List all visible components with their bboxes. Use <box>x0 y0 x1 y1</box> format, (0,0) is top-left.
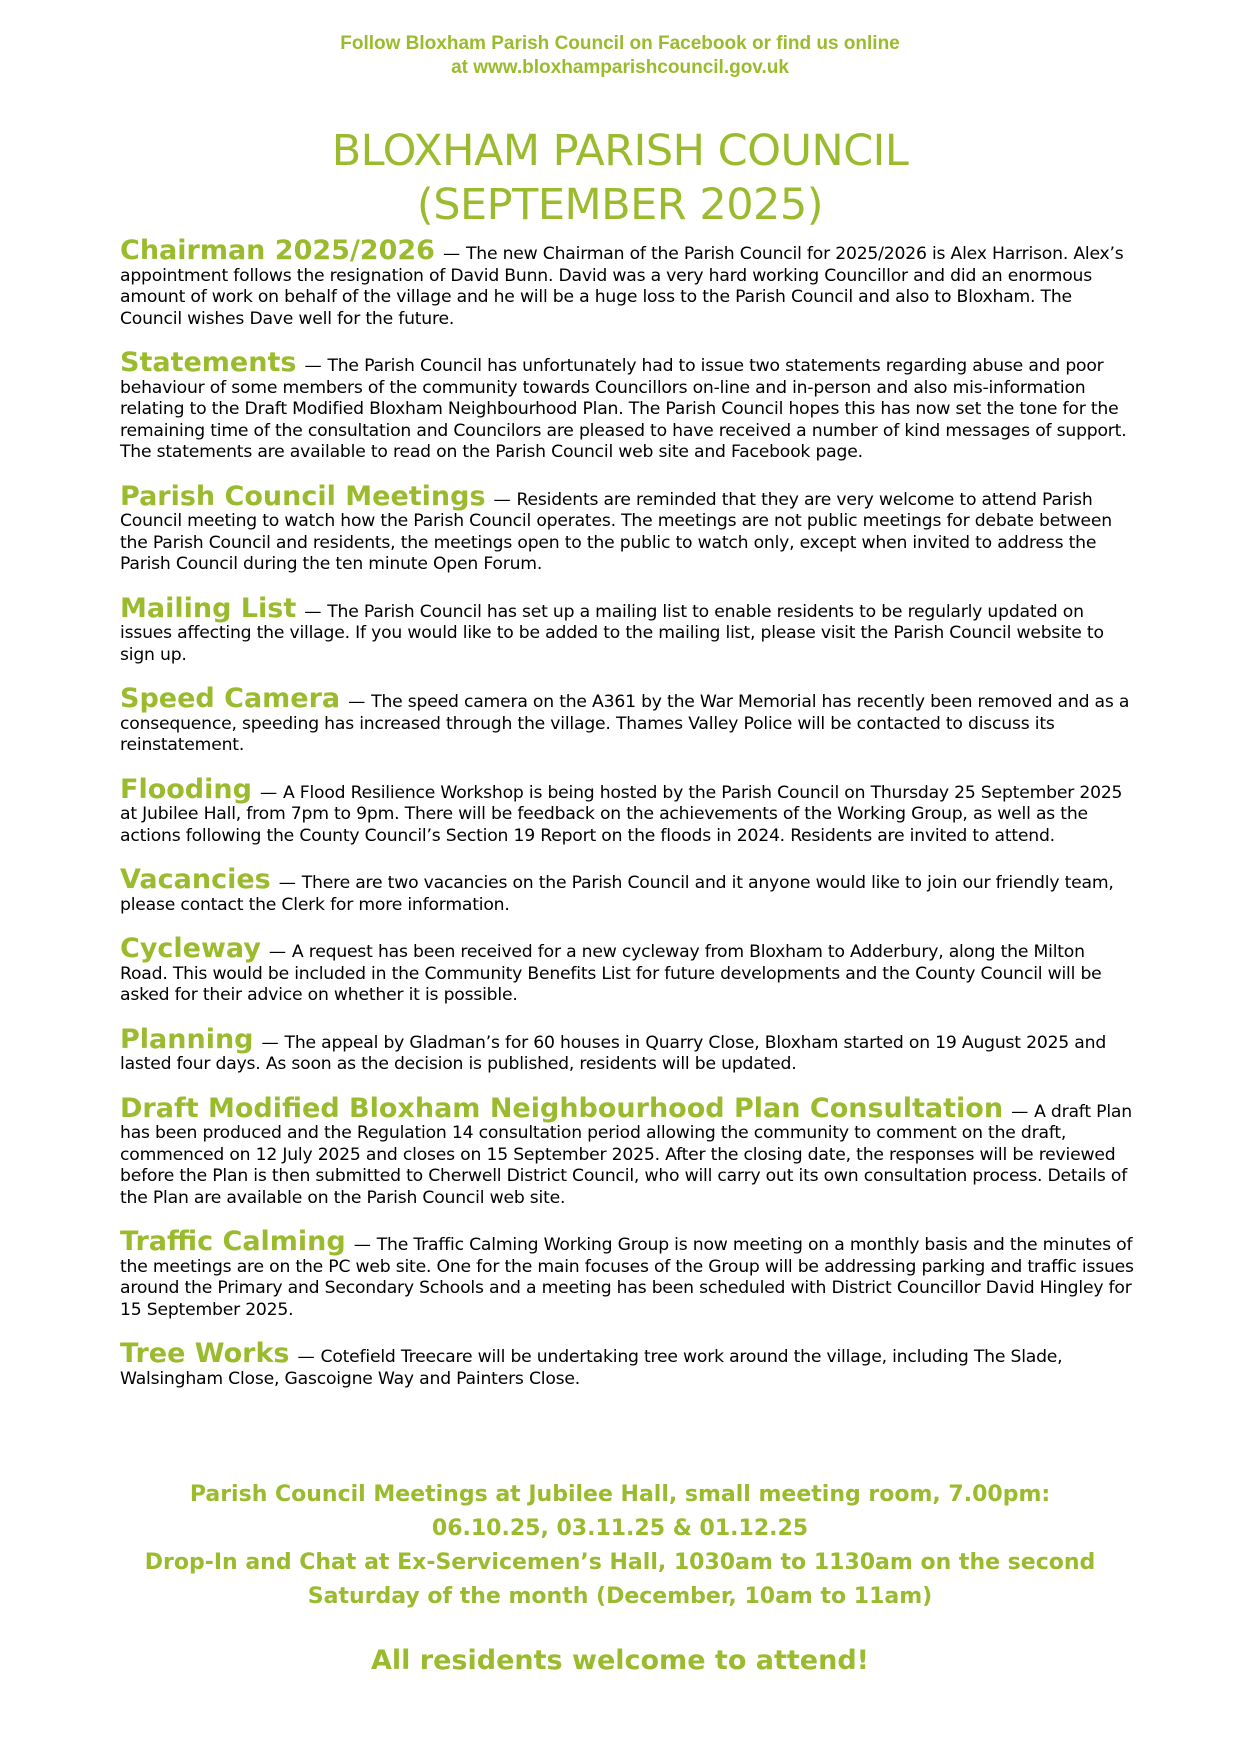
section-text: Residents are reminded that they are very welcome to attend Parish Council meeting to watch how the Parish Council operates. The meetings are not public meetings for debate between the Parish Council and residents, the meetings open to the public to watch only, except when invited to address the Parish Council during the ten minute Open Forum. <box>120 489 1112 574</box>
section-traffic-calming <box>120 1226 1136 1321</box>
section-planning <box>120 1023 1136 1076</box>
footer-meetings-line: Parish Council Meetings at Jubilee Hall, small meeting room, 7.00pm: <box>189 1482 1051 1507</box>
footer-welcome: All residents welcome to attend! <box>371 1645 869 1676</box>
section-tree-works <box>120 1338 1136 1390</box>
section-heading: Mailing List <box>120 592 297 624</box>
dash-separator: — <box>297 1347 315 1367</box>
dash-separator: — <box>442 244 460 264</box>
section-speed-camera <box>120 683 1136 757</box>
footer-dropin-line-2: Saturday of the month (December, 10am to 11am) <box>307 1584 933 1609</box>
section-text: The Parish Council has unfortunately had to issue two statements regarding abuse and poor behaviour of some members of the community towards Councillors on-line and in-person and also mis-information relating to the Draft Modified Bloxham Neighbourhood Plan. The Parish Council hopes this has now set the tone for the remaining time of the consultation and Councilors are pleased to have received a number of kind messages of support. The statements are available to read on the Parish Council web site and Facebook page. <box>120 356 1127 462</box>
section-text: A draft Plan has been produced and the Regulation 14 consultation period allowing the community to comment on the draft, commenced on 12 July 2025 and closes on 15 September 2025. After the closing date, the responses will be reviewed before the Plan is then submitted to Cherwell District Council, who will carry out its own consultation process. Details of the Plan are available on the Parish Council web site. <box>120 1101 1132 1208</box>
news-sections <box>120 235 1136 1412</box>
section-heading: Speed Camera <box>120 683 341 714</box>
section-heading: Statements <box>120 347 297 378</box>
section-heading: Traffic Calming <box>120 1226 346 1257</box>
page-title <box>0 124 1240 232</box>
footer-dates-line: 06.10.25, 03.11.25 & 01.12.25 <box>431 1516 809 1541</box>
dash-separator: — <box>353 1235 371 1255</box>
section-heading: Tree Works <box>120 1338 290 1369</box>
section-text: The speed camera on the A361 by the War Memorial has recently been removed and as a consequence, speeding has increased through the village. Thames Valley Police will be contacted to discuss its reinstatement. <box>120 692 1130 755</box>
title-line-date: (SEPTEMBER 2025) <box>416 180 824 230</box>
section-vacancies <box>120 864 1136 916</box>
section-text: A Flood Resilience Workshop is being hosted by the Parish Council on Thursday 25 September 2025 at Jubilee Hall, from 7pm to 9pm. There will be feedback on the achievements of the Working Group, as well as the actions following the County Council’s Section 19 Report on the floods in 2024. Residents are invited to attend. <box>120 782 1123 846</box>
section-parish-council-meetings <box>120 480 1136 576</box>
dash-separator: — <box>304 356 322 376</box>
section-text: There are two vacancies on the Parish Council and it anyone would like to join our friendly team, please contact the Clerk for more information. <box>120 873 1114 915</box>
section-cycleway <box>120 933 1136 1007</box>
dash-separator: — <box>348 692 366 712</box>
dash-separator: — <box>304 601 322 622</box>
dash-separator: — <box>268 942 286 962</box>
section-text: The Parish Council has set up a mailing list to enable residents to be regularly updated on issues affecting the village. If you would like to be added to the mailing list, please visit the Parish Council website to sign up. <box>120 601 1104 665</box>
section-heading: Vacancies <box>120 864 271 895</box>
section-mailing-list <box>120 592 1136 667</box>
section-text: A request has been received for a new cycleway from Bloxham to Adderbury, along the Milton Road. This would be included in the Community Benefits List for future developments and the County Council will be asked for their advice on whether it is possible. <box>120 942 1102 1005</box>
footer-dropin-line-1: Drop-In and Chat at Ex-Servicemen’s Hall, 1030am to 1130am on the second <box>144 1550 1096 1575</box>
dash-separator: — <box>493 489 511 510</box>
section-heading: Parish Council Meetings <box>120 480 486 512</box>
dash-separator: — <box>1011 1101 1029 1122</box>
title-line-council: BLOXHAM PARISH COUNCIL <box>331 126 909 176</box>
section-statements <box>120 347 1136 464</box>
top-banner <box>0 32 1240 80</box>
section-flooding <box>120 773 1136 848</box>
section-text: The appeal by Gladman’s for 60 houses in Quarry Close, Bloxham started on 19 August 2025 and lasted four days. As soon as the decision is published, residents will be updated. <box>120 1032 1107 1074</box>
dash-separator: — <box>278 873 296 893</box>
meeting-footer <box>0 1478 1240 1678</box>
section-text: The new Chairman of the Parish Council for 2025/2026 is Alex Harrison. Alex’s appointment follows the resignation of David Bunn. David was a very hard working Councillor and did an enormous amount of work on behalf of the village and he will be a huge loss to the Parish Council and also to Bloxham. The Council wishes Dave well for the future. <box>120 244 1124 329</box>
section-text: The Traffic Calming Working Group is now meeting on a monthly basis and the minutes of the meetings are on the PC web site. One for the main focuses of the Group will be addressing parking and traffic issues around the Primary and Secondary Schools and a meeting has been scheduled with District Councillor David Hingley for 15 September 2025. <box>120 1235 1134 1320</box>
section-heading: Flooding <box>120 773 252 805</box>
dash-separator: — <box>261 1032 279 1053</box>
dash-separator: — <box>259 782 277 803</box>
section-heading: Chairman 2025/2026 <box>120 235 435 266</box>
section-heading: Cycleway <box>120 933 261 964</box>
section-heading: Draft Modified Bloxham Neighbourhood Plan Consultation <box>120 1092 1004 1124</box>
section-text: Cotefield Treecare will be undertaking tree work around the village, including The Slade, Walsingham Close, Gascoigne Way and Painters Close. <box>120 1347 1063 1389</box>
section-chairman <box>120 235 1136 330</box>
section-neighbourhood-plan <box>120 1092 1136 1210</box>
banner-line-website: at www.bloxhamparishcouncil.gov.uk <box>451 57 789 78</box>
banner-line-facebook: Follow Bloxham Parish Council on Facebook or find us online <box>340 33 900 54</box>
section-heading: Planning <box>120 1023 254 1055</box>
